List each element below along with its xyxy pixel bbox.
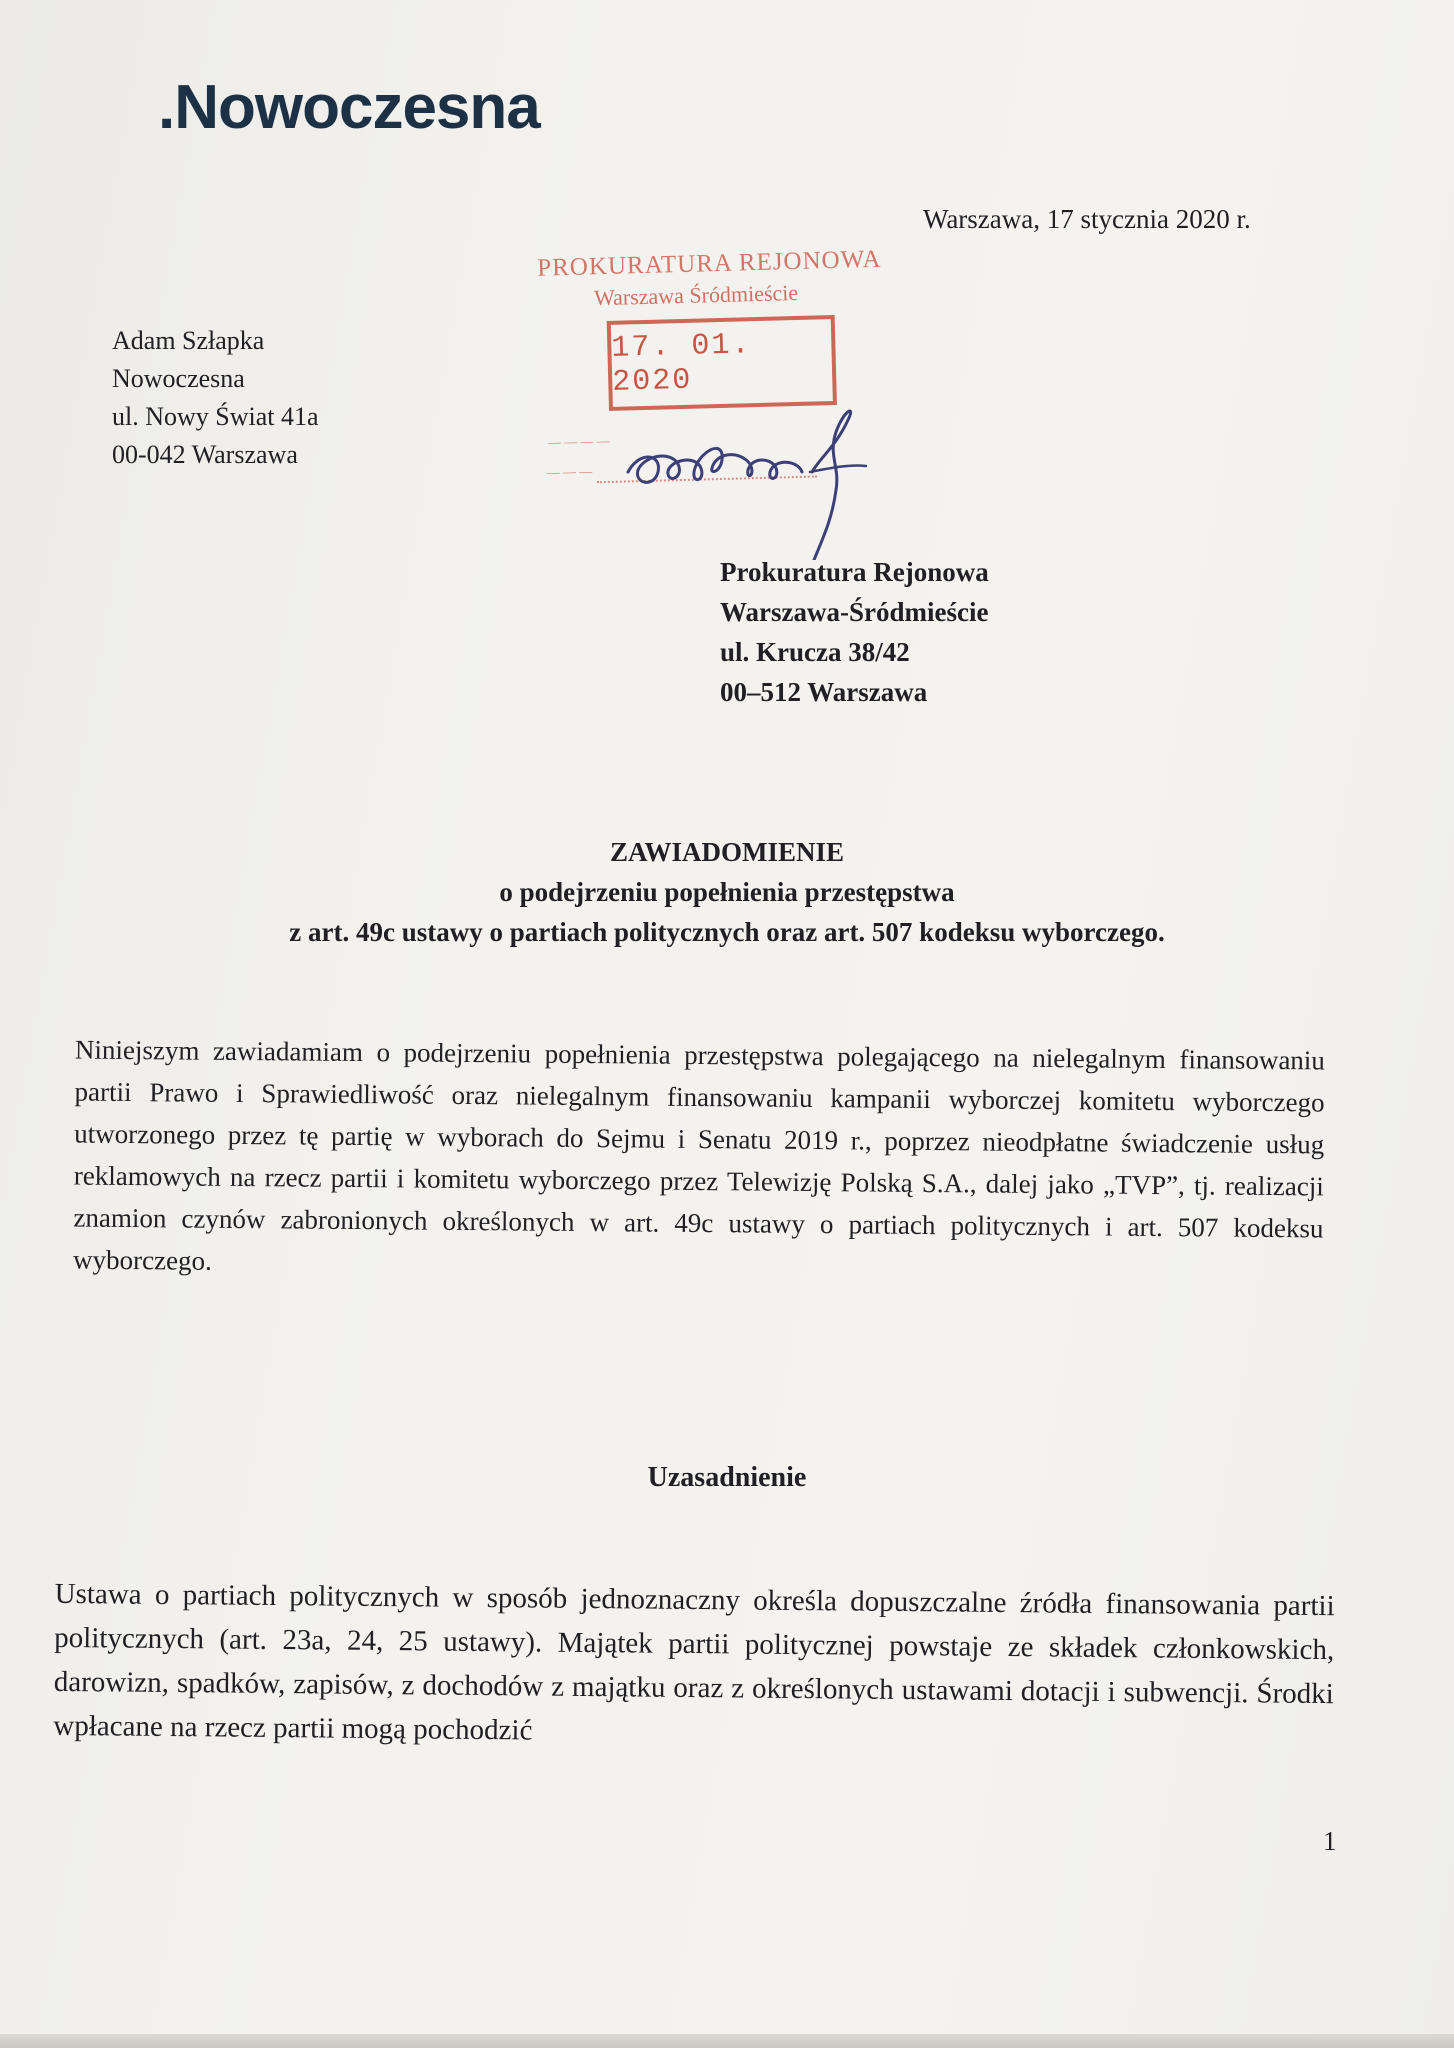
sender-street: ul. Nowy Świat 41a	[112, 402, 319, 431]
recipient-line: 00–512 Warszawa	[720, 677, 928, 707]
justification-paragraph: Ustawa o partiach politycznych w sposób jednoznaczny określa dopuszczalne źródła finansowania partii politycznych (art. 23a, 24, 25 ustawy). Majątek partii politycznej powstaje ze składek członkowskich, darowizn, spadków, zapisów, z dochodów z majątku oraz z określonych ustawami dotacji i subwencji. Środki wpłacane na rzecz partii mogą pochodzić	[53, 1577, 1335, 1747]
sender-address	[112, 322, 319, 474]
page-number: 1	[1323, 1826, 1337, 1856]
date-line: Warszawa, 17 stycznia 2020 r.	[923, 204, 1251, 234]
notification-paragraph: Niniejszym zawiadamiam o podejrzeniu popełnienia przestępstwa polegającego na nielegalnym finansowaniu partii Prawo i Sprawiedliwość oraz nielegalnym finansowaniu kampanii wyborczej komitetu wyborczego utworzonego przez tę partię w wyborach do Sejmu i Senatu 2019 r., poprzez nieodpłatne świadczenie usług reklamowych na rzecz partii i komitetu wyborczego przez Telewizję Polską S.A., dalej jako „TVP”, tj. realizacji znamion czynów zabronionych określonych w art. 49c ustawy o partiach politycznych i art. 507 kodeksu wyborczego.	[72, 1034, 1326, 1276]
page-bottom-edge	[0, 2034, 1454, 2048]
section-heading: Uzasadnienie	[647, 1462, 807, 1493]
stamp-city: Warszawa Śródmieście	[593, 279, 799, 311]
stamp-date: 17. 01. 2020	[610, 328, 752, 400]
stamp-organization: PROKURATURA REJONOWA	[536, 245, 882, 282]
document-title	[0, 832, 1454, 952]
recipient-line: Prokuratura Rejonowa	[720, 557, 989, 587]
title-line: z art. 49c ustawy o partiach politycznych oraz art. 507 kodeksu wyborczego.	[289, 917, 1165, 947]
stamp-label-mark: — — — —	[547, 432, 610, 450]
recipient-line: Warszawa-Śródmieście	[720, 597, 989, 627]
handwritten-signature	[600, 380, 900, 560]
stamp-label-mark: — — —	[546, 463, 593, 480]
sender-name: Adam Szłapka	[112, 326, 265, 355]
nowoczesna-logo: .Nowoczesna	[158, 73, 540, 142]
title-line: ZAWIADOMIENIE	[609, 837, 845, 867]
title-line: o podejrzeniu popełnienia przestępstwa	[499, 877, 955, 907]
sender-organization: Nowoczesna	[112, 364, 245, 393]
recipient-address	[720, 552, 989, 712]
recipient-line: ul. Krucza 38/42	[720, 637, 910, 667]
sender-postal-city: 00-042 Warszawa	[112, 440, 298, 469]
